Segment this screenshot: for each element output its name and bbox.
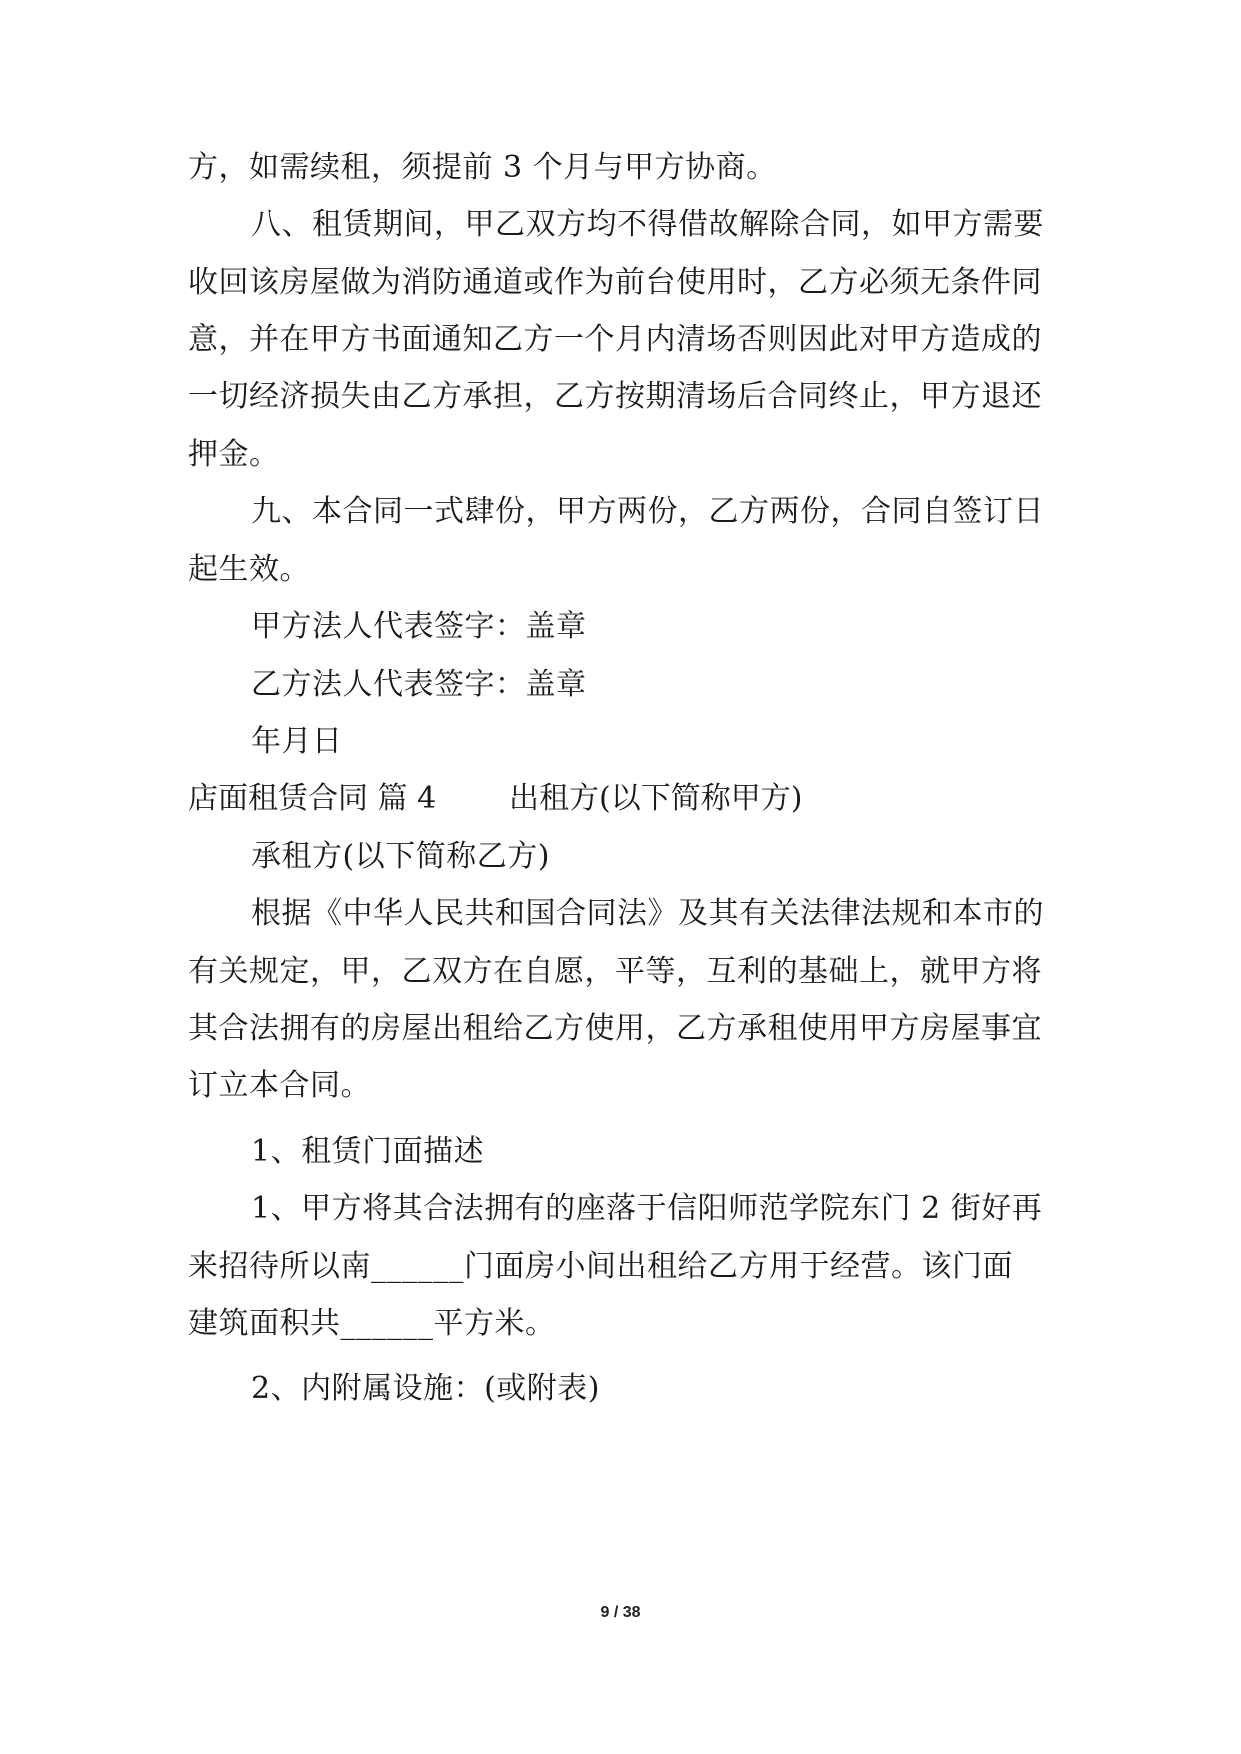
section-heading (188, 781, 803, 817)
subsection-heading: 1、租赁门面描述 (251, 1134, 485, 1169)
paragraph-line: 八、租赁期间，甲乙双方均不得借故解除合同，如甲方需要 (251, 207, 1044, 242)
lessee-line: 承租方(以下简称乙方) (251, 839, 550, 874)
paragraph-line: 一切经济损失由乙方承担，乙方按期清场后合同终止，甲方退还 (188, 379, 1042, 414)
paragraph-line: 押金。 (188, 437, 280, 472)
signature-line-party-a: 甲方法人代表签字：盖章 (251, 609, 587, 644)
paragraph-line: 来招待所以南______门面房小间出租给乙方用于经营。该门面 (188, 1249, 1013, 1284)
date-line: 年月日 (251, 724, 343, 759)
paragraph-line: 建筑面积共______平方米。 (188, 1306, 556, 1341)
page-number: 9 / 38 (600, 1604, 641, 1621)
paragraph-line: 收回该房屋做为消防通道或作为前台使用时，乙方必须无条件同 (188, 265, 1042, 300)
paragraph-line: 其合法拥有的房屋出租给乙方使用，乙方承租使用甲方房屋事宜 (188, 1011, 1042, 1046)
section-title: 店面租赁合同 篇 4 (188, 781, 437, 816)
paragraph-line: 九、本合同一式肆份，甲方两份，乙方两份，合同自签订日 (251, 494, 1044, 529)
paragraph-line: 有关规定，甲，乙双方在自愿，平等，互利的基础上，就甲方将 (188, 954, 1042, 989)
paragraph-line: 方，如需续租，须提前 3 个月与甲方协商。 (188, 150, 777, 185)
paragraph-line: 起生效。 (188, 552, 310, 587)
paragraph-line: 根据《中华人民共和国合同法》及其有关法律法规和本市的 (251, 896, 1044, 931)
paragraph-line: 1、甲方将其合法拥有的座落于信阳师范学院东门 2 街好再 (251, 1191, 1043, 1226)
paragraph-line: 订立本合同。 (188, 1068, 371, 1103)
paragraph-line: 2、内附属设施：(或附表) (251, 1371, 600, 1406)
lessor-line: 出租方(以下简称甲方) (509, 781, 803, 816)
signature-line-party-b: 乙方法人代表签字：盖章 (251, 667, 587, 702)
paragraph-line: 意，并在甲方书面通知乙方一个月内清场否则因此对甲方造成的 (188, 322, 1042, 357)
